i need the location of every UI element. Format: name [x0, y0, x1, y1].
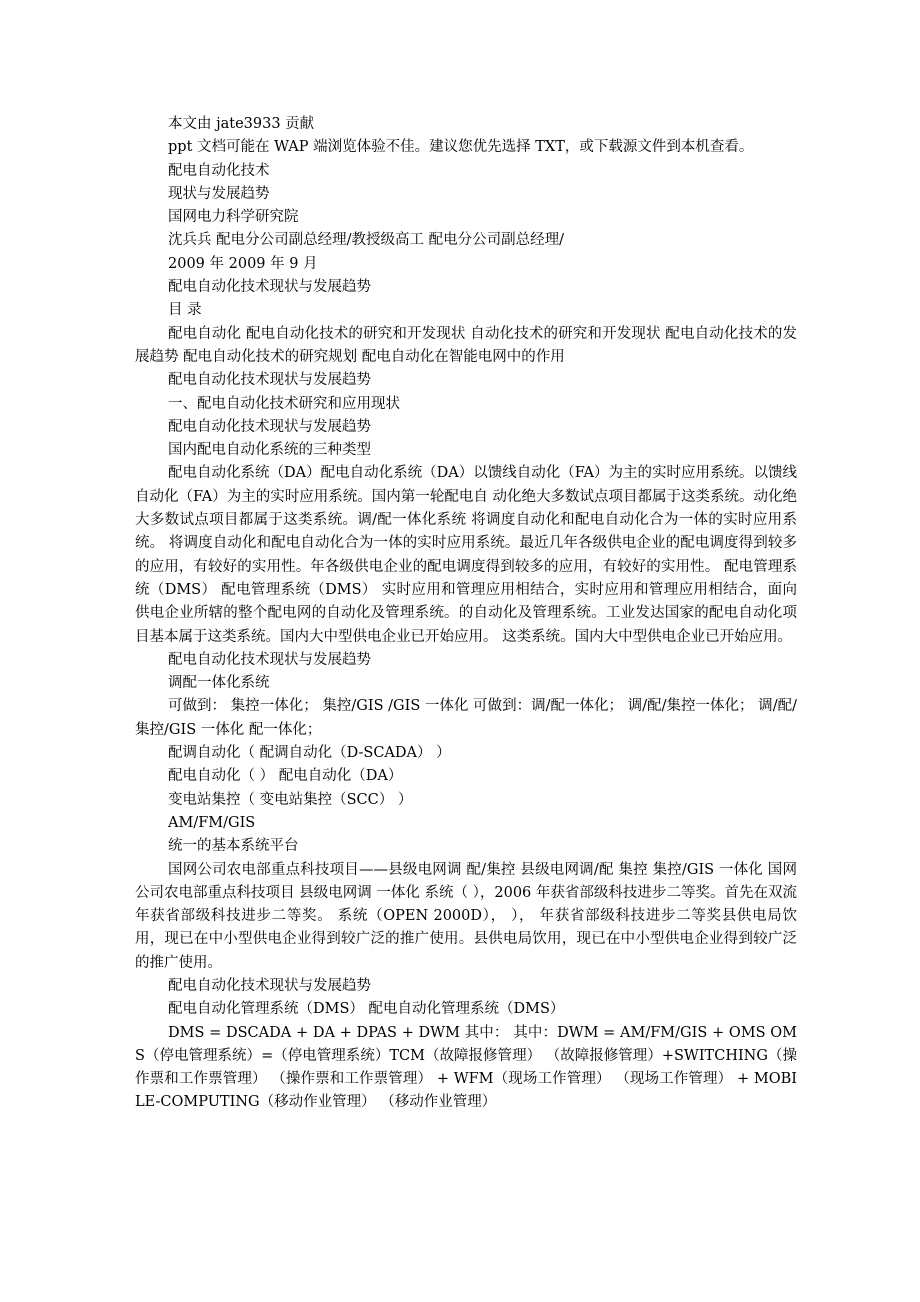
document-body [135, 113, 797, 1115]
body-paragraph: 国网公司农电部重点科技项目——县级电网调 配/集控 县级电网调/配 集控 集控/GIS 一体化 国网公司农电部重点科技项目 县级电网调 一体化 系统（ ），2006 年获省部级科技进步二等奖。首先在双流 年获省部级科技进步二等奖。 系统（OPEN 2000D）， ）， 年获省部级科技进步二等奖县供电局饮用，现已在中小型供电企业得到较广泛的推广使用。县供电局饮用，现已在中小型供电企业得到较广泛的推广使用。 [135, 861, 797, 971]
section-header: 配电自动化技术现状与发展趋势 [168, 418, 371, 435]
body-line: 配电自动化（ ） 配电自动化（DA） [168, 768, 403, 785]
body-line: 统一的基本系统平台 [168, 838, 299, 855]
toc-heading: 目 录 [168, 302, 202, 319]
section-header: 配电自动化技术现状与发展趋势 [168, 279, 371, 296]
section-header: 配电自动化技术现状与发展趋势 [168, 651, 371, 668]
doc-subtitle: 现状与发展趋势 [168, 185, 270, 202]
body-paragraph: 配电自动化系统（DA）配电自动化系统（DA）以馈线自动化（FA）为主的实时应用系统。以馈线自动化（FA）为主的实时应用系统。国内第一轮配电自 动化绝大多数试点项目都属于这类系统。动化绝大多数试点项目都属于这类系统。调/配一体化系统 将调度自动化和配电自动化合为一体的实时应用系统。 将调度自动化和配电自动化合为一体的实时应用系统。最近几年各级供电企业的配电调度得到较多的应用，有较好的实用性。年各级供电企业的配电调度得到较多的应用，有较好的实用性。 配电管理系统（DMS） 配电管理系统（DMS） 实时应用和管理应用相结合，实时应用和管理应用相结合，面向供电企业所辖的整个配电网的自动化及管理系统。的自动化及管理系统。工业发达国家的配电自动化项目基本属于这类系统。国内大中型供电企业已开始应用。 这类系统。国内大中型供电企业已开始应用。 [135, 465, 797, 645]
contributor-line: 本文由 jate3933 贡献 [168, 116, 315, 132]
section-header: 配电自动化技术现状与发展趋势 [168, 372, 371, 389]
body-paragraph: 可做到： 集控一体化； 集控/GIS /GIS 一体化 可做到：调/配一体化； 调/配/集控一体化； 调/配/集控/GIS 一体化 配一体化； [135, 698, 797, 738]
date-line: 2009 年 2009 年 9 月 [168, 255, 318, 272]
section-header: 配电自动化技术现状与发展趋势 [168, 977, 371, 994]
wap-notice: ppt 文档可能在 WAP 端浏览体验不佳。建议您优先选择 TXT，或下载源文件到本机查看。 [168, 139, 754, 156]
section-heading: 配电自动化管理系统（DMS） 配电自动化管理系统（DMS） [168, 1001, 565, 1018]
body-line: AM/FM/GIS [168, 814, 256, 831]
doc-title: 配电自动化技术 [168, 162, 270, 179]
body-line: 配调自动化（ 配调自动化（D-SCADA） ） [168, 745, 451, 762]
section-heading: 一、配电自动化技术研究和应用现状 [168, 395, 400, 412]
section-heading: 调配一体化系统 [168, 675, 270, 692]
section-heading: 国内配电自动化系统的三种类型 [168, 442, 371, 459]
toc-items: 配电自动化 配电自动化技术的研究和开发现状 自动化技术的研究和开发现状 配电自动化技术的发展趋势 配电自动化技术的研究规划 配电自动化在智能电网中的作用 [135, 325, 797, 365]
body-paragraph: DMS = DSCADA + DA + DPAS + DWM 其中： 其中：DWM = AM/FM/GIS + OMS OMS（停电管理系统）=（停电管理系统）TCM（故障报修管理） （故障报修管理）+SWITCHING（操作票和工作票管理） （操作票和工作票管理） + WFM（现场工作管理） （现场工作管理） + MOBILE-COMPUTING（移动作业管理） （移动作业管理） [135, 1024, 797, 1111]
body-line: 变电站集控（ 变电站集控（SCC） ） [168, 791, 413, 808]
organization: 国网电力科学研究院 [168, 209, 299, 226]
author-line: 沈兵兵 配电分公司副总经理/教授级高工 配电分公司副总经理/ [168, 232, 564, 249]
